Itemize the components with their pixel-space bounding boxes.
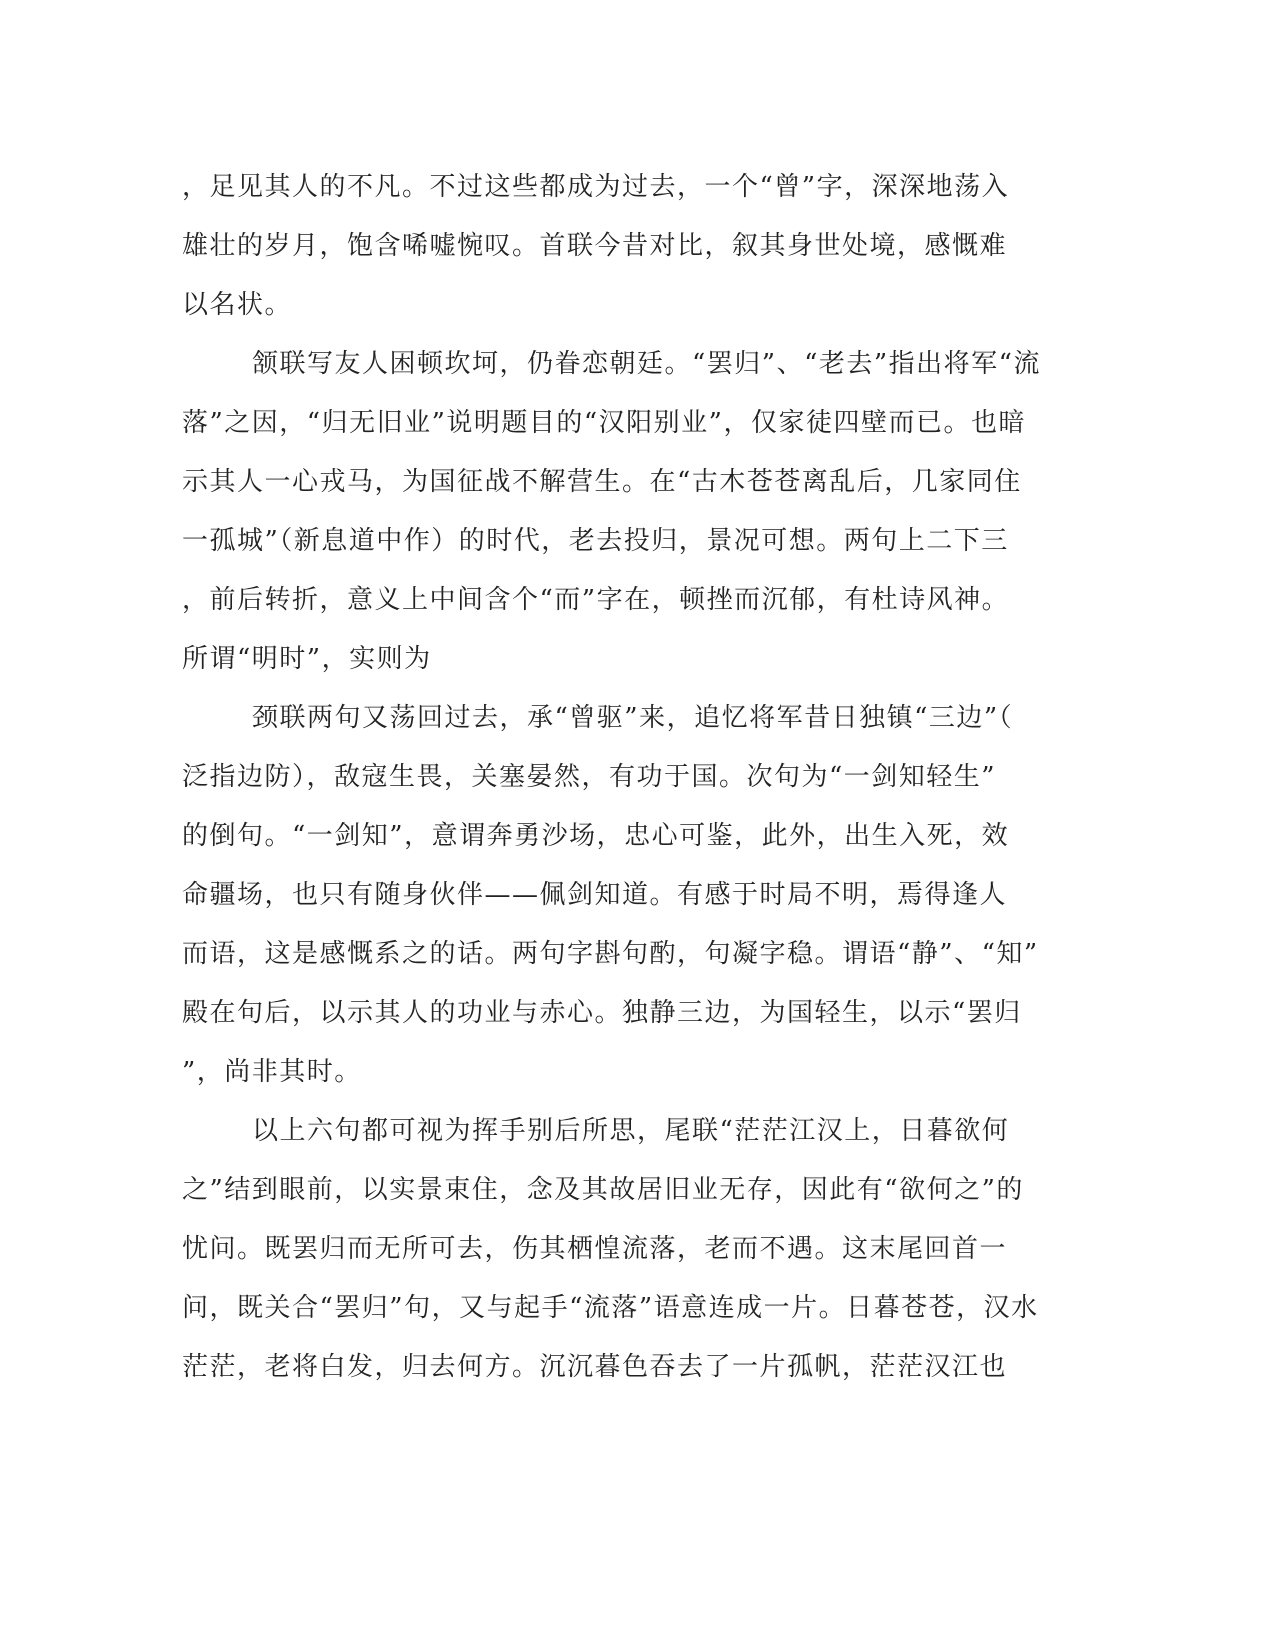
text-line: 茫茫，老将白发，归去何方。沉沉暮色吞去了一片孤帆，茫茫汉江也 [182,1352,1008,1382]
paragraph-start-line: 颈联两句又荡回过去，承“曾驱”来，追忆将军昔日独镇“三边”（ [252,703,1014,733]
text-line: 命疆场，也只有随身伙伴——佩剑知道。有感于时局不明，焉得逢人 [182,880,1008,910]
text-line: 忧问。既罢归而无所可去，伤其栖惶流落，老而不遇。这末尾回首一 [182,1234,1008,1264]
text-line: 雄壮的岁月，饱含唏嘘惋叹。首联今昔对比，叙其身世处境，感慨难 [182,231,1008,261]
body-text [182,158,1041,1397]
text-line: 示其人一心戎马，为国征战不解营生。在“古木苍苍离乱后，几家同住 [182,467,1022,497]
text-line: 殿在句后，以示其人的功业与赤心。独静三边，为国轻生，以示“罢归 [182,998,1022,1028]
text-line: ，前后转折，意义上中间含个“而”字在，顿挫而沉郁，有杜诗风神。 [182,585,1010,615]
text-line: 一孤城”（新息道中作）的时代，老去投归，景况可想。两句上二下三 [182,526,1009,556]
text-line: 落”之因，“归无旧业”说明题目的“汉阳别业”，仅家徒四壁而已。也暗 [182,408,1026,438]
text-line: ，足见其人的不凡。不过这些都成为过去，一个“曾”字，深深地荡入 [182,172,1010,202]
text-line: 而语，这是感慨系之的话。两句字斟句酌，句凝字稳。谓语“静”、“知” [182,939,1039,969]
text-line: 之”结到眼前，以实景束住，念及其故居旧业无存，因此有“欲何之”的 [182,1175,1024,1205]
paragraph-start-line: 以上六句都可视为挥手别后所思，尾联“茫茫江汉上，日暮欲何 [252,1116,1010,1146]
paragraph-start-line: 颔联写友人困顿坎坷，仍眷恋朝廷。“罢归”、“老去”指出将军“流 [252,349,1041,379]
text-line: 所谓“明时”，实则为 [182,644,432,674]
text-line: 泛指边防），敌寇生畏，关塞晏然，有功于国。次句为“一剑知轻生” [182,762,997,792]
text-line: 的倒句。“一剑知”，意谓奔勇沙场，忠心可鉴，此外，出生入死，效 [182,821,1010,851]
text-line: ”，尚非其时。 [182,1057,362,1087]
text-line: 问，既关合“罢归”句，又与起手“流落”语意连成一片。日暮苍苍，汉水 [182,1293,1039,1323]
text-line: 以名状。 [182,290,293,320]
